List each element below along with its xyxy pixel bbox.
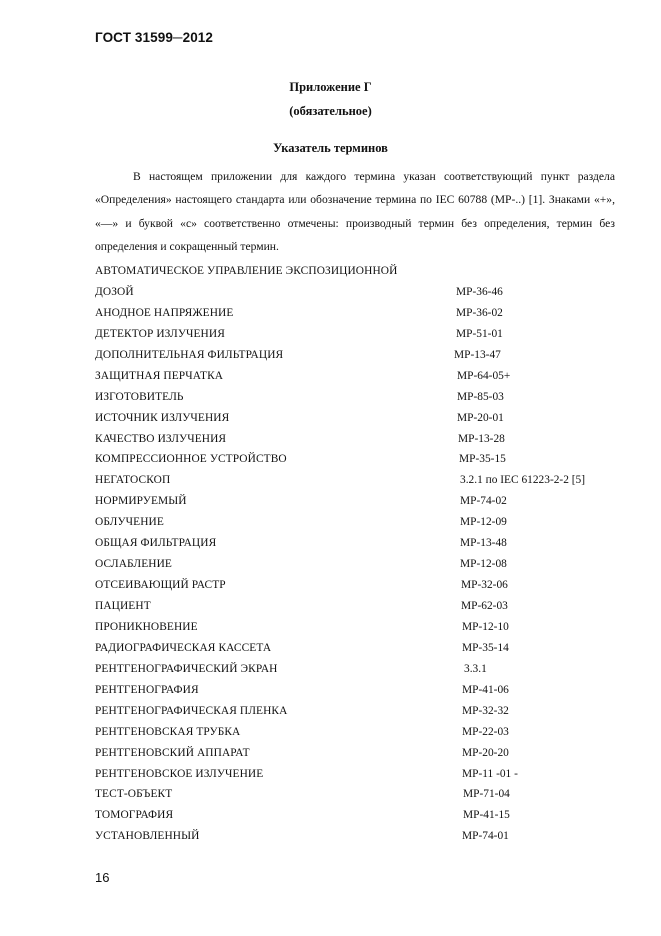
term-code: MP-35-14 [462,641,509,654]
term-name: РЕНТГЕНОВСКАЯ ТРУБКА [95,725,241,738]
intro-paragraph: В настоящем приложении для каждого термина указан соответствующий пункт раздела «Определения» настоящего стандарта или обозначение термина по IEC 60788 (MP-..) [1]. Знаками «+», «—» и буквой «с» соответственно отмечены: производный термин без определения, термин без определения и сокращенный термин. [95,170,615,253]
term-row [95,491,635,512]
term-row [95,303,635,324]
term-row [95,805,635,826]
term-code: MP-12-08 [460,558,507,571]
term-row [95,701,635,722]
appendix-status: (обязательное) [289,104,372,118]
term-code: 3.2.1 по IEC 61223-2-2 [5] [460,474,586,487]
term-code: MP-12-10 [462,620,509,633]
term-code: MP-13-28 [458,432,505,445]
term-code: MP-64-05+ [457,369,511,382]
term-code: MP-32-06 [461,579,508,592]
term-row [95,429,635,450]
term-row [95,596,635,617]
term-row [95,575,635,596]
term-row [95,680,635,701]
term-code: MP-11 -01 - [462,767,518,780]
term-row [95,324,635,345]
term-row [95,533,635,554]
term-name: ДЕТЕКТОР ИЗЛУЧЕНИЯ [95,327,225,340]
term-code: MP-71-04 [463,788,510,801]
term-code: MP-36-46 [456,285,503,298]
term-row [95,345,635,366]
term-code: MP-32-32 [462,704,509,717]
term-name: ПРОНИКНОВЕНИЕ [95,620,198,633]
page-number: 16 [95,870,110,885]
term-row [95,408,635,429]
term-code: MP-20-20 [462,746,509,759]
term-name: ДОПОЛНИТЕЛЬНАЯ ФИЛЬТРАЦИЯ [95,348,284,361]
term-row [95,554,635,575]
term-name: НОРМИРУЕМЫЙ [95,495,187,508]
term-name: ИЗГОТОВИТЕЛЬ [95,390,184,403]
term-row [95,449,635,470]
section-title: Указатель терминов [273,141,388,155]
term-code: MP-51-01 [456,327,503,340]
term-row [95,366,635,387]
term-code: MP-35-15 [459,453,506,466]
term-name: АНОДНОЕ НАПРЯЖЕНИЕ [95,306,234,319]
term-name: РЕНТГЕНОВСКИЙ АППАРАТ [95,746,250,759]
term-row [95,826,635,847]
term-row [95,470,635,491]
term-row [95,638,635,659]
term-code: MP-74-01 [462,830,509,843]
term-name: ДОЗОЙ [95,285,134,298]
term-code: MP-36-02 [456,306,503,319]
term-name: НЕГАТОСКОП [95,474,171,487]
term-code: MP-41-06 [462,683,509,696]
term-name: УСТАНОВЛЕННЫЙ [95,830,200,843]
term-code: MP-41-15 [463,809,510,822]
term-row [95,261,635,282]
term-row [95,764,635,785]
term-row [95,743,635,764]
term-name: КАЧЕСТВО ИЗЛУЧЕНИЯ [95,432,227,445]
term-code: MP-74-02 [460,495,507,508]
term-row [95,512,635,533]
term-name: ПАЦИЕНТ [95,600,151,612]
term-row [95,387,635,408]
term-code: MP-12-09 [460,516,507,529]
term-name: РЕНТГЕНОГРАФИЯ [95,683,199,696]
term-name: ОБЩАЯ ФИЛЬТРАЦИЯ [95,537,217,550]
document-header-standard: ГОСТ 31599─2012 [95,30,214,45]
term-code: MP-62-03 [461,600,508,612]
term-row [95,659,635,680]
term-name: РЕНТГЕНОГРАФИЧЕСКИЙ ЭКРАН [95,662,278,675]
term-row [95,722,635,743]
term-code: 3.3.1 [464,662,487,675]
terms-index-list [95,261,635,847]
term-row [95,784,635,805]
term-code: MP-13-48 [460,537,507,550]
term-name: ТЕСТ-ОБЪЕКТ [95,788,173,801]
term-name: РАДИОГРАФИЧЕСКАЯ КАССЕТА [95,641,272,654]
appendix-title: Приложение Г [289,80,372,94]
term-name: АВТОМАТИЧЕСКОЕ УПРАВЛЕНИЕ ЭКСПОЗИЦИОННОЙ [95,265,398,277]
term-code: MP-22-03 [462,725,509,738]
term-code: MP-85-03 [457,390,504,403]
term-code: MP-20-01 [457,411,504,424]
term-name: ИСТОЧНИК ИЗЛУЧЕНИЯ [95,411,230,424]
term-name: ОТСЕИВАЮЩИЙ РАСТР [95,579,226,592]
term-name: ТОМОГРАФИЯ [95,809,174,822]
term-name: РЕНТГЕНОГРАФИЧЕСКАЯ ПЛЕНКА [95,704,288,717]
term-name: ОСЛАБЛЕНИЕ [95,558,172,571]
term-code: MP-13-47 [454,348,501,361]
term-name: ЗАЩИТНАЯ ПЕРЧАТКА [95,369,224,382]
term-name: РЕНТГЕНОВСКОЕ ИЗЛУЧЕНИЕ [95,767,264,780]
term-row [95,282,635,303]
term-name: КОМПРЕССИОННОЕ УСТРОЙСТВО [95,453,287,466]
term-name: ОБЛУЧЕНИЕ [95,516,164,529]
term-row [95,617,635,638]
